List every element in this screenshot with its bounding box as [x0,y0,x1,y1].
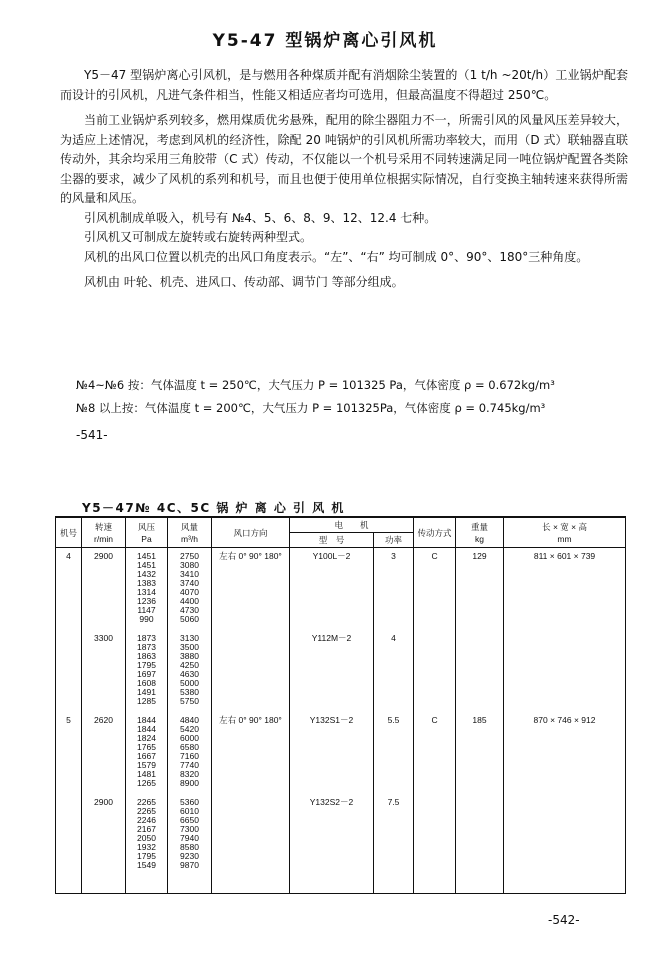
flow-value: 4400 [180,596,199,606]
page-title: Y5-47 型锅炉离心引风机 [212,31,438,51]
flow-value: 6580 [180,742,199,752]
pressure-value: 1383 [137,578,156,588]
outlet-direction: 左右 0° 90° 180° [219,715,282,725]
pressure-value: 1844 [137,724,156,734]
pressure-value: 1491 [137,687,156,697]
col-dims [504,548,626,894]
weight: 129 [472,551,487,561]
col-power [374,548,414,894]
flow-value: 4250 [180,660,199,670]
header-drive: 传动方式 [414,517,456,548]
pressure-value: 1579 [137,760,156,770]
motor-model: Y112M－2 [311,633,352,643]
flow-value: 4730 [180,605,199,615]
flow-value: 8580 [180,842,199,852]
pressure-value: 1147 [137,605,156,615]
motor-power: 7.5 [387,797,400,807]
flow-value: 7300 [180,824,199,834]
pressure-value: 1932 [137,842,156,852]
flow-value: 3130 [180,633,199,643]
pressure-value: 1451 [137,551,156,561]
pressure-value: 1432 [137,569,156,579]
dimensions: 870 × 746 × 912 [533,715,596,725]
pressure-value: 2050 [137,833,156,843]
pressure-value: 1795 [137,851,156,861]
pressure-value: 1795 [137,660,156,670]
drive-type: C [431,551,438,561]
flow-value: 6650 [180,815,199,825]
header-flow: 风量 m³/h [168,517,212,548]
pressure-value: 2265 [137,797,156,807]
page-number: -541- [76,428,108,442]
flow-value: 5000 [180,678,199,688]
paragraph: 当前工业锅炉系列较多，燃用煤质优劣悬殊，配用的除尘器阻力不一，所需引风的风量风压差异较大，为适应上述情况，考虑到风机的经济性，除配 20 吨锅炉的引风机所需功率较大，而用（D 式）联轴器直联传动外，其余均采用三角胶带（C 式）传动，不仅能以一个机号采用不同转速满足同一吨位锅炉配置各类除尘器的要求，减少了风机的系列和机号，而且也便于使用单位根据实际情况，自行变换主轴转速来获得所需的风量和风压。 [60,113,628,205]
pressure-value: 1873 [137,633,156,643]
header-dims: 长 × 宽 × 高 mm [504,517,626,548]
pressure-value: 1824 [137,733,156,743]
machine-no: 4 [66,551,71,561]
flow-value: 9230 [180,851,199,861]
weight: 185 [472,715,487,725]
flow-value: 5750 [180,696,199,706]
pressure-value: 1697 [137,669,156,679]
header-outlet: 风口方向 [212,517,290,548]
pressure-value: 1844 [137,715,156,725]
pressure-list [126,634,167,716]
pressure-value: 1667 [137,751,156,761]
pressure-value: 1765 [137,742,156,752]
flow-list [168,716,211,798]
paragraph: 引风机又可制成左旋转或右旋转两种型式。 [84,230,313,244]
paragraph: 风机的出风口位置以机壳的出风口角度表示。“左”、“右” 均可制成 0°、90°、180°三种角度。 [84,249,589,264]
col-flow [168,548,212,894]
flow-value: 5380 [180,687,199,697]
pressure-value: 1451 [137,560,156,570]
header-machine-no: 机号 [56,517,82,548]
pressure-list [126,798,167,870]
page-number: -542- [548,913,580,927]
header-power: 功率 [374,533,414,548]
note-line: №4~№6 按：气体温度 t = 250℃，大气压力 P = 101325 Pa，气体密度 ρ = 0.672kg/m³ [76,378,555,392]
pressure-list [126,716,167,798]
pressure-value: 1863 [137,651,156,661]
speed: 2900 [94,797,113,807]
flow-value: 4840 [180,715,199,725]
flow-value: 6000 [180,733,199,743]
col-machine-no [56,548,82,894]
flow-value: 5420 [180,724,199,734]
outlet-direction: 左右 0° 90° 180° [219,551,282,561]
pressure-value: 2246 [137,815,156,825]
drive-type: C [431,715,438,725]
flow-value: 9870 [180,860,199,870]
pressure-value: 2265 [137,806,156,816]
pressure-value: 1285 [137,696,156,706]
col-motor-model [290,548,374,894]
flow-value: 3410 [180,569,199,579]
pressure-value: 1549 [137,860,156,870]
flow-value: 8320 [180,769,199,779]
flow-list [168,552,211,634]
col-outlet [212,548,290,894]
fan-spec-table [55,516,626,894]
paragraph: Y5－47 型锅炉离心引风机，是与燃用各种煤质并配有消烟除尘装置的（1 t/h ~20t/h）工业锅炉配套而设计的引风机，凡进气条件相当，性能又相适应者均可选用，但最高温度不得超过 250℃。 [60,68,628,102]
motor-power: 5.5 [387,715,400,725]
motor-power: 3 [391,551,396,561]
motor-model: Y100L－2 [312,551,351,561]
paragraph: 风机由 叶轮、机壳、进风口、传动部、调节门 等部分组成。 [84,275,404,289]
table-caption: Y5－47№ 4C、5C 锅 炉 离 心 引 风 机 [82,501,345,515]
pressure-value: 990 [139,614,154,624]
motor-model: Y132S2－2 [309,797,354,807]
flow-list [168,798,211,870]
motor-power: 4 [391,633,396,643]
col-weight [456,548,504,894]
flow-value: 7740 [180,760,199,770]
flow-value: 8900 [180,778,199,788]
flow-value: 7160 [180,751,199,761]
pressure-value: 1265 [137,778,156,788]
flow-value: 4630 [180,669,199,679]
speed: 2620 [94,715,113,725]
flow-value: 3740 [180,578,199,588]
pressure-value: 1236 [137,596,156,606]
flow-value: 3500 [180,642,199,652]
pressure-value: 1481 [137,769,156,779]
col-speed [82,548,126,894]
intro-text [60,66,628,293]
machine-no: 5 [66,715,71,725]
header-model: 型 号 [290,533,374,548]
flow-value: 3080 [180,560,199,570]
header-speed: 转速 r/min [82,517,126,548]
speed: 3300 [94,633,113,643]
flow-list [168,634,211,716]
flow-value: 5060 [180,614,199,624]
note-line: №8 以上按：气体温度 t = 200℃，大气压力 P = 101325Pa，气体密度 ρ = 0.745kg/m³ [76,401,546,415]
flow-value: 4070 [180,587,199,597]
pressure-value: 1608 [137,678,156,688]
dimensions: 811 × 601 × 739 [533,551,596,561]
flow-value: 7940 [180,833,199,843]
speed: 2900 [94,551,113,561]
flow-value: 6010 [180,806,199,816]
motor-model: Y132S1－2 [309,715,354,725]
col-pressure [126,548,168,894]
flow-value: 2750 [180,551,199,561]
pressure-value: 2167 [137,824,156,834]
pressure-value: 1873 [137,642,156,652]
header-weight: 重量 kg [456,517,504,548]
col-drive [414,548,456,894]
flow-value: 3880 [180,651,199,661]
header-motor: 电 机 [290,517,414,533]
pressure-value: 1314 [137,587,156,597]
pressure-list [126,552,167,634]
flow-value: 5360 [180,797,199,807]
header-pressure: 风压 Pa [126,517,168,548]
paragraph: 引风机制成单吸入，机号有 №4、5、6、8、9、12、12.4 七种。 [84,210,437,225]
